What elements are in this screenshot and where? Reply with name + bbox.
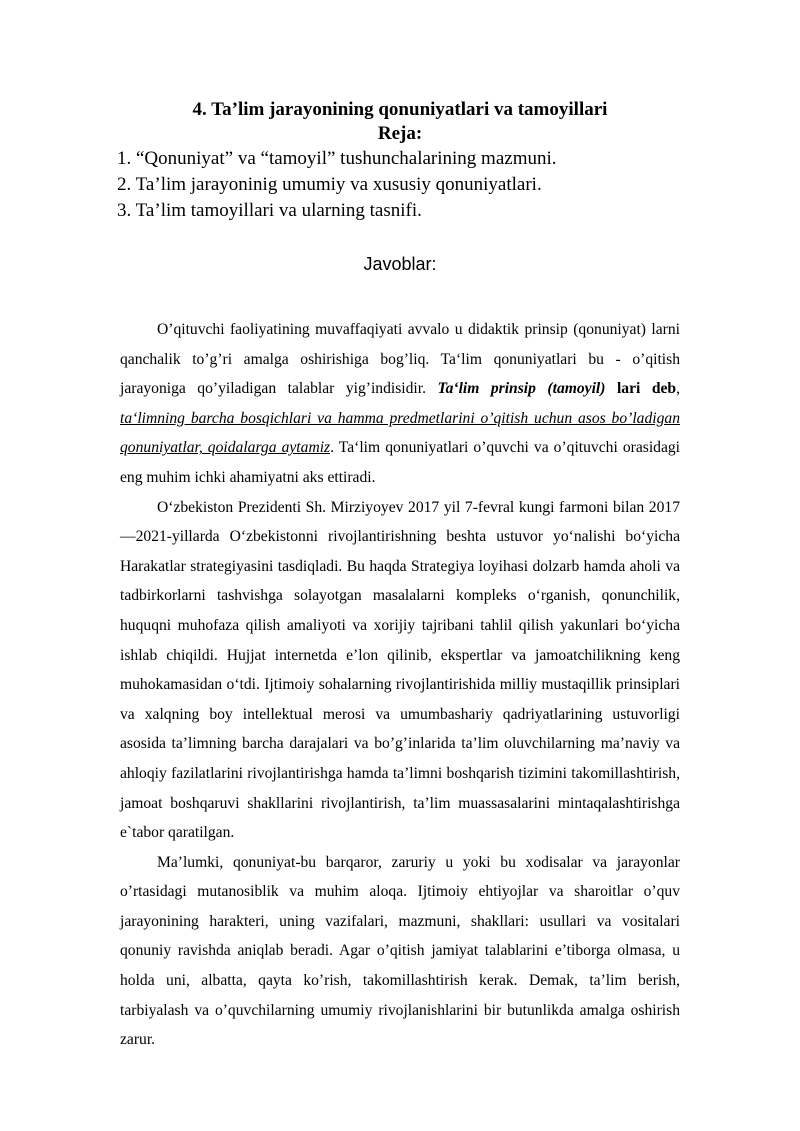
- paragraph-2: O‘zbekiston Prezidenti Sh. Mirziyoyev 2017 yil 7-fevral kungi farmoni bilan 2017—2021-yillarda O‘zbekistonni rivojlantirishning beshta ustuvor yo‘nalishi bo‘yicha Harakatlar strategiyasini tasdiqladi. Bu haqda Strategiya loyihasi dolzarb hamda aholi va tadbirkorlarni tashvishga solayotgan masalalarni kompleks o‘rganish, qonunchilik, huquqni muhofaza qilish amaliyoti va xorijiy tajribani tahlil qilish yakunlari bo‘yicha ishlab chiqildi. Hujjat internetda e’lon qilinib, ekspertlar va jamoatchilikning keng muhokamasidan o‘tdi. Ijtimoiy sohalarning rivojlantirishida milliy mustaqillik prinsiplari va xalqning boy intellektual merosi va umumbashariy qadriyatlarining ustuvorligi asosida ta’limning barcha darajalari va bo’g’inlarida ta’lim oluvchilarning ma’naviy va ahloqiy fazilatlarini rivojlantirishga hamda ta’limni boshqarish tizimini takomillashtirish, jamoat boshqaruvi shakllarini rivojlantirish, ta’lim muassasalarini mintaqalashtirishga e`tabor qaratilgan.: [120, 498, 680, 842]
- body-text: [120, 315, 680, 1055]
- page-title: 4. Ta’lim jarayonining qonuniyatlari va tamoyillari: [192, 99, 608, 120]
- plan-list: [117, 146, 717, 224]
- plan-item: 3. Ta’lim tamoyillari va ularning tasnifi.: [117, 200, 422, 221]
- plan-item: 1. “Qonuniyat” va “tamoyil” tushunchalarining mazmuni.: [117, 148, 557, 169]
- paragraph-3: Ma’lumki, qonuniyat-bu barqaror, zaruriy u yoki bu xodisalar va jarayonlar o’rtasidagi mutanosiblik va muhim aloqa. Ijtimoiy ehtiyojlar va sharoitlar o’quv jarayonining harakteri, uning vazifalari, mazmuni, shakllari: usullari va vositalari qonuniy ravishda aniqlab beradi. Agar o’qitish jamiyat talablarini e’tiborga olmasa, u holda uni, albatta, qayta ko’rish, takomillashtirish kerak. Demak, ta’lim berish, tarbiyalash va o’quvchilarning umumiy rivojlanishlarini bir butunlikda amalga oshirish zarur.: [120, 853, 680, 1049]
- paragraph-1-tail: . Ta‘lim qonuniyatlari o’quvchi va o’qituvchi orasidagi eng muhim ichki ahamiyatni aks ettiradi.: [120, 439, 680, 486]
- paragraph-1: [120, 315, 680, 493]
- definition-underlined: ta‘limning barcha bosqichlari va hamma predmetlarini o’qitish uchun asos bo’ladigan qonuniyatlar, qoidalarga aytamiz: [120, 409, 680, 457]
- plan-item: 2. Ta’lim jarayoninig umumiy va xususiy qonuniyatlari.: [117, 174, 542, 195]
- term-highlight: Ta‘lim prinsip (tamoyil): [437, 380, 606, 398]
- paragraph-1-text: O’qituvchi faoliyatining muvaffaqiyati avvalo u didaktik prinsip (qonuniyat) larni qanchalik to’g’ri amalga oshirishiga bog’liq. Ta‘lim qonuniyatlari bu - o’qitish jarayoniga qo’yiladigan talablar yig’indisidir.: [120, 321, 680, 398]
- punctuation: ,: [676, 380, 680, 398]
- answers-heading: Javoblar:: [363, 254, 437, 274]
- term-suffix: lari deb: [605, 380, 677, 398]
- plan-heading: Reja:: [377, 123, 423, 144]
